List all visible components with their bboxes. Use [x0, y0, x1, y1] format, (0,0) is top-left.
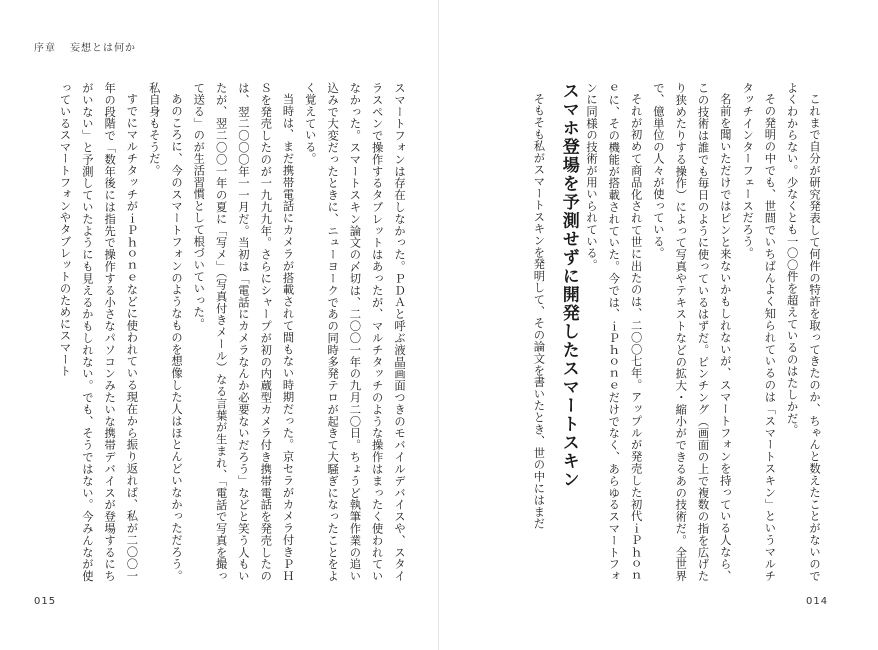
chapter-title: 妄想とは何か — [70, 43, 136, 54]
page-number-left: 015 — [34, 596, 57, 607]
body-paragraph: あのころに、今のスマートフォンのようなものを想像した人はほとんどいなかっただろう。私自身もそうだ。 — [147, 82, 184, 582]
body-paragraph: その発明の中でも、世間でいちばんよく知られているのは「スマートスキン」というマルチタッチインターフェースだろう。 — [741, 82, 777, 582]
body-paragraph: 名前を聞いただけではピンと来ないかもしれないが、スマートフォンを持っている人なら、この技術は誰でも毎日のように使っているはずだ。ピンチング（画面の上で複数の指を広げたり狭めたりする操作）によって写真やテキストなどの拡大・縮小ができるあの技術だ。全世界で、億単位の人々が使っている。 — [651, 82, 732, 582]
body-paragraph: 当時は、まだ携帯電話にカメラが搭載されて間もない時期だった。京セラがカメラ付きＰＨＳを発売したのが一九九九年。さらにシャープが初の内蔵型カメラ付き携帯電話を発売したのは、翌二〇〇〇年一一月だ。当初は「電話にカメラなんか必要ないだろう」などと笑う人もいたが、翌二〇〇一年の夏に「写メ」（写真付きメール）なる言葉が生まれ、「電話で写真を撮って送る」のが生活習慣として根づいていった。 — [192, 82, 295, 582]
page-gutter — [438, 0, 439, 650]
body-paragraph: それが初めて商品化されて世に出たのは、二〇〇七年。アップルが発売した初代ｉＰｈｏｎｅに、その機能が搭載されていた。今では、ｉＰｈｏｎｅだけでなく、あらゆるスマートフォンに同様の技術が用いられている。 — [585, 82, 643, 582]
left-page-text — [60, 82, 410, 582]
right-page-text — [495, 82, 825, 582]
section-heading: スマホ登場を予測せずに開発したスマートスキン — [558, 82, 579, 489]
body-paragraph: そもそも私がスマートスキンを発明して、その論文を書いたとき、世の中にはまだ — [532, 93, 546, 530]
body-paragraph: これまで自分が研究発表して何件の特許を取ってきたのか、ちゃんと数えたことがないのでよくわからない。少なくとも一〇〇件を超えているのはたしかだ。 — [785, 82, 821, 582]
body-paragraph: すでにマルチタッチがｉＰｈｏｎｅなどに使われている現在から振り返れば、私が二〇〇一年の段階で「数年後には指先で操作する小さなパソコンみたいな携帯デバイスが登場するにちがいない」と予測していたようにも見えるかもしれない。でも、そうではない。今みんなが使っているスマートフォンやタブレットのためにスマート — [58, 82, 139, 582]
running-head — [34, 39, 136, 54]
chapter-label: 序章 — [34, 43, 56, 54]
page-number-right: 014 — [806, 596, 829, 607]
body-paragraph-continued: スマートフォンは存在しなかった。ＰＤＡと呼ぶ液晶画面つきのモバイルデバイスや、スタイラスペンで操作するタブレットはあったが、マルチタッチのような操作はまったく使われていなかった。スマートスキン論文の〆切は、二〇〇一年の九月二〇日。ちょうど執筆作業の追い込みで大変だったときに、ニューヨークであの同時多発テロが起きて大騒ぎになったことをよく覚えている。 — [303, 82, 406, 582]
